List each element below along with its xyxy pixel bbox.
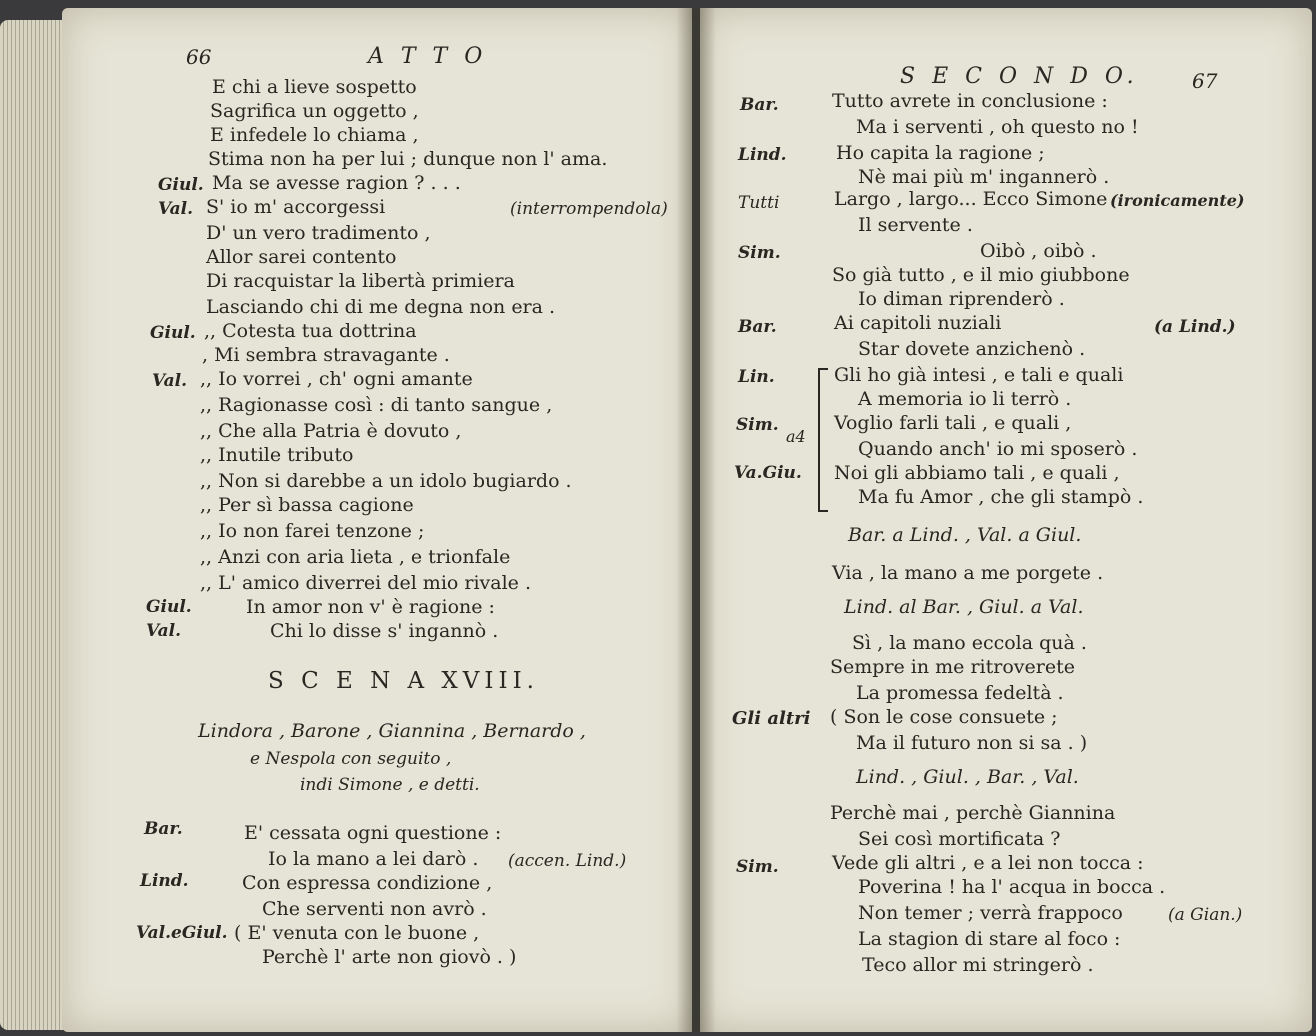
right-line: Non temer ; verrà frappoco <box>858 902 1123 924</box>
left-line: ,, Ragionasse così : di tanto sangue , <box>200 394 553 416</box>
left-line: E infedele lo chiama , <box>210 124 419 146</box>
speaker-label: Bar. <box>738 317 777 337</box>
left-line: ,, Anzi con aria lieta , e trionfale <box>200 546 511 568</box>
right-line: Sì , la mano eccola quà . <box>852 632 1087 654</box>
a4-label: a4 <box>786 427 806 446</box>
stage-direction: Lind. , Giul. , Bar. , Val. <box>856 766 1079 788</box>
page-edges <box>0 20 66 1030</box>
stage-direction: (a Gian.) <box>1168 905 1243 925</box>
left-line: In amor non v' è ragione : <box>246 596 495 618</box>
right-line: Ho capita la ragione ; <box>836 142 1045 164</box>
right-line: Voglio farli tali , e quali , <box>834 412 1072 434</box>
speaker-label: Val. <box>146 621 182 641</box>
speaker-label: Val. <box>152 371 188 391</box>
left-line: Stima non ha per lui ; dunque non l' ama. <box>208 148 608 170</box>
speaker-label: Va.Giu. <box>734 463 802 483</box>
right-line: Ma il futuro non si sa . ) <box>856 732 1088 754</box>
right-line: Via , la mano a me porgete . <box>832 562 1104 584</box>
right-line: Quando anch' io mi sposerò . <box>858 438 1138 460</box>
speaker-label: Lind. <box>140 871 189 891</box>
stage-direction: (ironicamente) <box>1110 191 1245 210</box>
left-line: ,, Io vorrei , ch' ogni amante <box>200 368 473 390</box>
left-line: ,, Inutile tributo <box>200 444 354 466</box>
right-line: Largo , largo... Ecco Simone <box>834 188 1108 210</box>
right-line: La promessa fedeltà . <box>856 682 1064 704</box>
left-line: ( E' venuta con le buone , <box>234 922 480 944</box>
right-line: A memoria io li terrò . <box>858 388 1072 410</box>
speaker-label: Tutti <box>738 193 780 213</box>
speaker-label: Giul. <box>146 597 192 617</box>
speaker-label: Giul. <box>158 175 204 195</box>
right-line: Gli ho già intesi , e tali e quali <box>834 364 1124 386</box>
right-page-number: 67 <box>1192 69 1218 93</box>
speaker-label: Lind. <box>738 145 787 165</box>
left-line: Di racquistar la libertà primiera <box>206 270 515 292</box>
left-line: Allor sarei contento <box>206 246 397 268</box>
left-running-head: A T T O <box>368 44 488 69</box>
right-line: Ai capitoli nuziali <box>834 312 1002 334</box>
speaker-label: Gli altri <box>732 708 811 729</box>
right-line: Sempre in me ritroverete <box>830 656 1075 678</box>
stage-direction: Bar. a Lind. , Val. a Giul. <box>848 524 1082 546</box>
scene-cast-line: indi Simone , e detti. <box>300 775 480 795</box>
left-line: Chi lo disse s' ingannò . <box>270 620 499 642</box>
speaker-label: Bar. <box>144 819 183 839</box>
left-line: Lasciando chi di me degna non era . <box>206 296 556 318</box>
left-line: Io la mano a lei darò . <box>268 848 479 870</box>
right-line: Nè mai più m' ingannerò . <box>858 166 1110 188</box>
speaker-label: Sim. <box>738 243 781 263</box>
right-running-head: S E C O N D O. <box>900 64 1139 89</box>
stage-direction: Lind. al Bar. , Giul. a Val. <box>844 596 1084 618</box>
right-line: Io diman riprenderò . <box>858 288 1065 310</box>
scene-cast-line: e Nespola con seguito , <box>250 749 452 769</box>
speaker-label: Val. <box>158 199 194 219</box>
right-line: ( Son le cose consuete ; <box>830 706 1058 728</box>
speaker-label: Sim. <box>736 857 779 877</box>
right-line: Ma i serventi , oh questo no ! <box>856 116 1139 138</box>
speaker-label: Lin. <box>738 367 775 387</box>
left-line: ,, Cotesta tua dottrina <box>204 320 417 342</box>
right-line: Vede gli altri , e a lei non tocca : <box>832 852 1144 874</box>
right-line: Tutto avrete in conclusione : <box>832 90 1108 112</box>
right-line: So già tutto , e il mio giubbone <box>832 264 1130 286</box>
speaker-label: Val.eGiul. <box>136 923 228 943</box>
stage-direction: (a Lind.) <box>1154 317 1236 337</box>
right-line: Sei così mortificata ? <box>858 828 1061 850</box>
right-line: Il servente . <box>858 214 973 236</box>
left-line: D' un vero tradimento , <box>206 222 431 244</box>
left-line: ,, Che alla Patria è dovuto , <box>200 420 462 442</box>
scene-title: S C E N A XVIII. <box>268 668 539 694</box>
left-line: S' io m' accorgessi <box>206 196 386 218</box>
left-line: Perchè l' arte non giovò . ) <box>262 946 517 968</box>
right-line: Perchè mai , perchè Giannina <box>830 802 1116 824</box>
stage-direction: (accen. Lind.) <box>508 851 627 871</box>
gutter <box>676 8 716 1032</box>
left-line: ,, Io non farei tenzone ; <box>200 520 425 542</box>
left-line: E' cessata ogni questione : <box>244 822 502 844</box>
left-line: ,, Per sì bassa cagione <box>200 494 414 516</box>
left-line: Ma se avesse ragion ? . . . <box>212 172 461 194</box>
brace-bottom <box>818 490 828 512</box>
right-line: Oibò , oibò . <box>980 240 1097 262</box>
left-line: Sagrifica un oggetto , <box>210 100 419 122</box>
speaker-label: Bar. <box>740 95 779 115</box>
speaker-label: Sim. <box>736 415 779 435</box>
left-line: Con espressa condizione , <box>242 872 493 894</box>
speaker-label: Giul. <box>150 323 196 343</box>
right-line: Teco allor mi stringerò . <box>862 954 1094 976</box>
right-line: Noi gli abbiamo tali , e quali , <box>834 462 1120 484</box>
right-line: Ma fu Amor , che gli stampò . <box>858 486 1144 508</box>
right-line: Star dovete anzichenò . <box>858 338 1086 360</box>
brace-top <box>818 368 828 390</box>
right-line: La stagion di stare al foco : <box>858 928 1121 950</box>
left-line: Che serventi non avrò . <box>262 898 487 920</box>
brace-line <box>818 388 820 492</box>
left-page-number: 66 <box>186 45 212 69</box>
left-line: E chi a lieve sospetto <box>212 76 417 98</box>
right-line: Poverina ! ha l' acqua in bocca . <box>858 876 1166 898</box>
left-line: , Mi sembra stravagante . <box>202 344 450 366</box>
left-line: ,, Non si darebbe a un idolo bugiardo . <box>200 470 572 492</box>
scene-cast-line: Lindora , Barone , Giannina , Bernardo , <box>198 720 586 742</box>
stage-direction: (interrompendola) <box>510 199 668 219</box>
left-line: ,, L' amico diverrei del mio rivale . <box>200 572 531 594</box>
